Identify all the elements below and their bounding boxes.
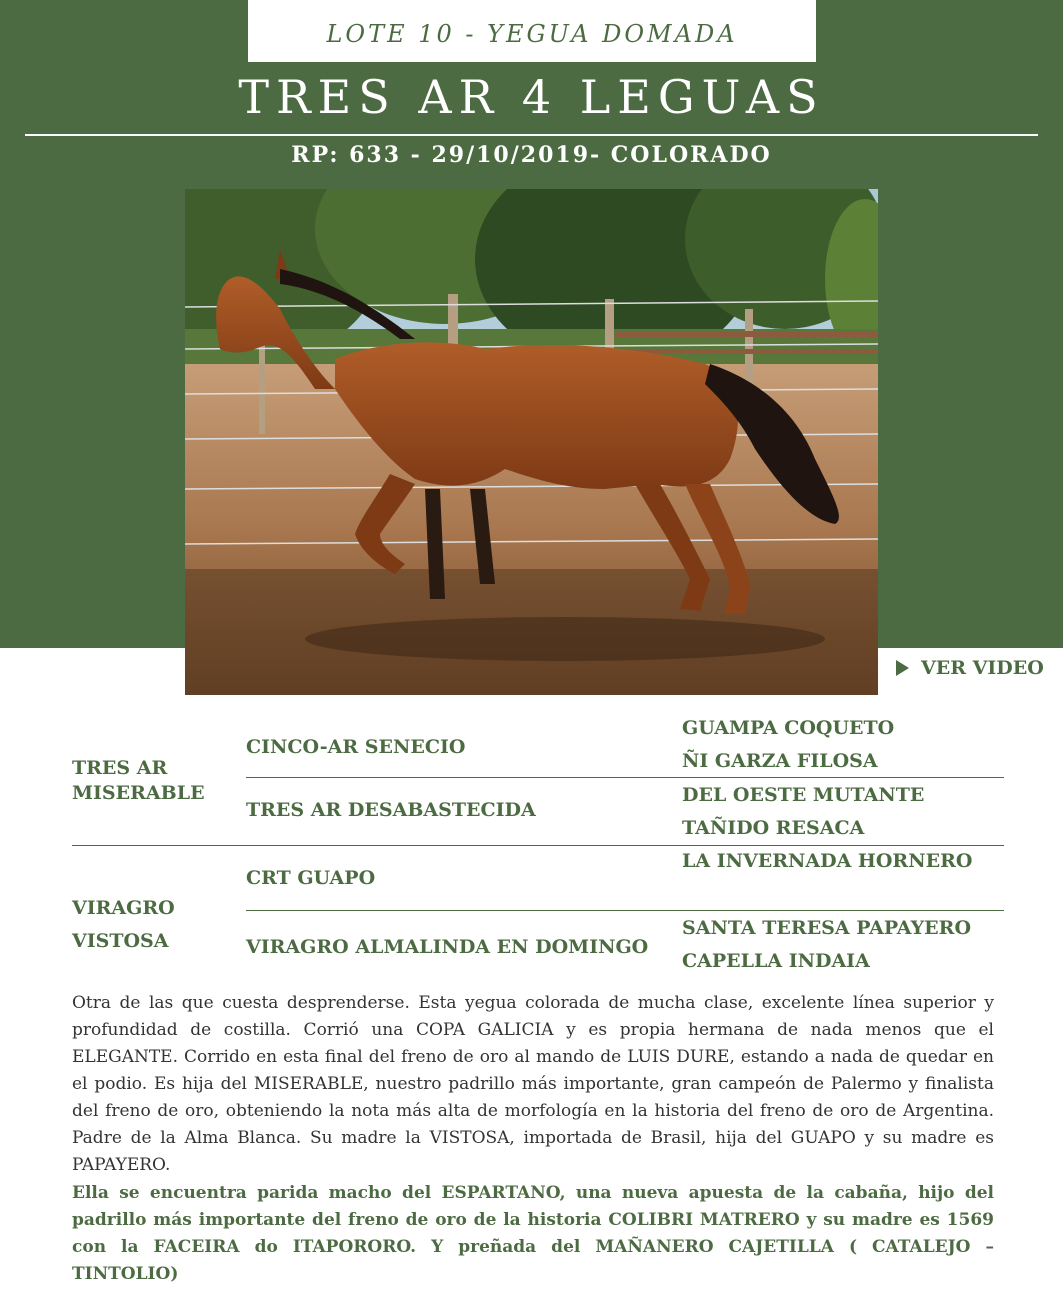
- pedigree-gg-1: GUAMPA COQUETO: [682, 717, 895, 739]
- watch-video-label: VER VIDEO: [921, 657, 1044, 679]
- pedigree-sire: TRES AR MISERABLE: [72, 757, 205, 804]
- pedigree-gg-5: LA INVERNADA HORNERO: [682, 850, 973, 872]
- horse-photo: [185, 189, 878, 695]
- pedigree-dam-line2: VISTOSA: [72, 930, 169, 952]
- registration-details: RP: 633 - 29/10/2019- COLORADO: [291, 142, 772, 168]
- pedigree-gg-3: DEL OESTE MUTANTE: [682, 784, 925, 806]
- pedigree-divider: [72, 845, 1004, 846]
- pedigree-sire-sire: CINCO-AR SENECIO: [246, 736, 466, 758]
- lot-label: LOTE 10 - YEGUA DOMADA: [326, 20, 738, 48]
- pedigree-divider: [246, 777, 1004, 778]
- pedigree-dam-line1: VIRAGRO: [72, 897, 175, 919]
- watch-video-button[interactable]: [896, 657, 1044, 679]
- pedigree-divider: [246, 910, 1004, 911]
- play-icon: [896, 660, 909, 676]
- pedigree-gg-2: ÑI GARZA FILOSA: [682, 750, 878, 772]
- header-divider: [25, 134, 1038, 136]
- pedigree-gg-7: CAPELLA INDAIA: [682, 950, 870, 972]
- horse-name-title: TRES AR 4 LEGUAS: [238, 70, 825, 124]
- pedigree-gg-6: SANTA TERESA PAPAYERO: [682, 917, 971, 939]
- description-highlight: Ella se encuentra parida macho del ESPARTANO, una nueva apuesta de la cabaña, hijo del padrillo más importante del freno de oro de la historia COLIBRI MATRERO y su madre es 1569 con la FACEIRA do ITAPORORO. Y preñada del MAÑANERO CAJETILLA ( CATALEJO – TINTOLIO): [72, 1183, 994, 1284]
- lot-label-box: [248, 0, 816, 62]
- pedigree-gg-4: TAÑIDO RESACA: [682, 817, 865, 839]
- pedigree-sire-dam: TRES AR DESABASTECIDA: [246, 799, 536, 821]
- pedigree-dam-dam: VIRAGRO ALMALINDA EN DOMINGO: [246, 936, 649, 958]
- description-text: Otra de las que cuesta desprenderse. Esta yegua colorada de mucha clase, excelente línea superior y profundidad de costilla. Corrió una COPA GALICIA y es propia hermana de nada menos que el ELEGANTE. Corrido en esta final del freno de oro al mando de LUIS DURE, estando a nada de quedar en el podio. Es hija del MISERABLE, nuestro padrillo más importante, gran campeón de Palermo y finalista del freno de oro, obteniendo la nota más alta de morfología en la historia del freno de oro de Argentina. Padre de la Alma Blanca. Su madre la VISTOSA, importada de Brasil, hija del GUAPO y su madre es PAPAYERO.: [72, 993, 994, 1175]
- pedigree-dam-sire: CRT GUAPO: [246, 867, 376, 889]
